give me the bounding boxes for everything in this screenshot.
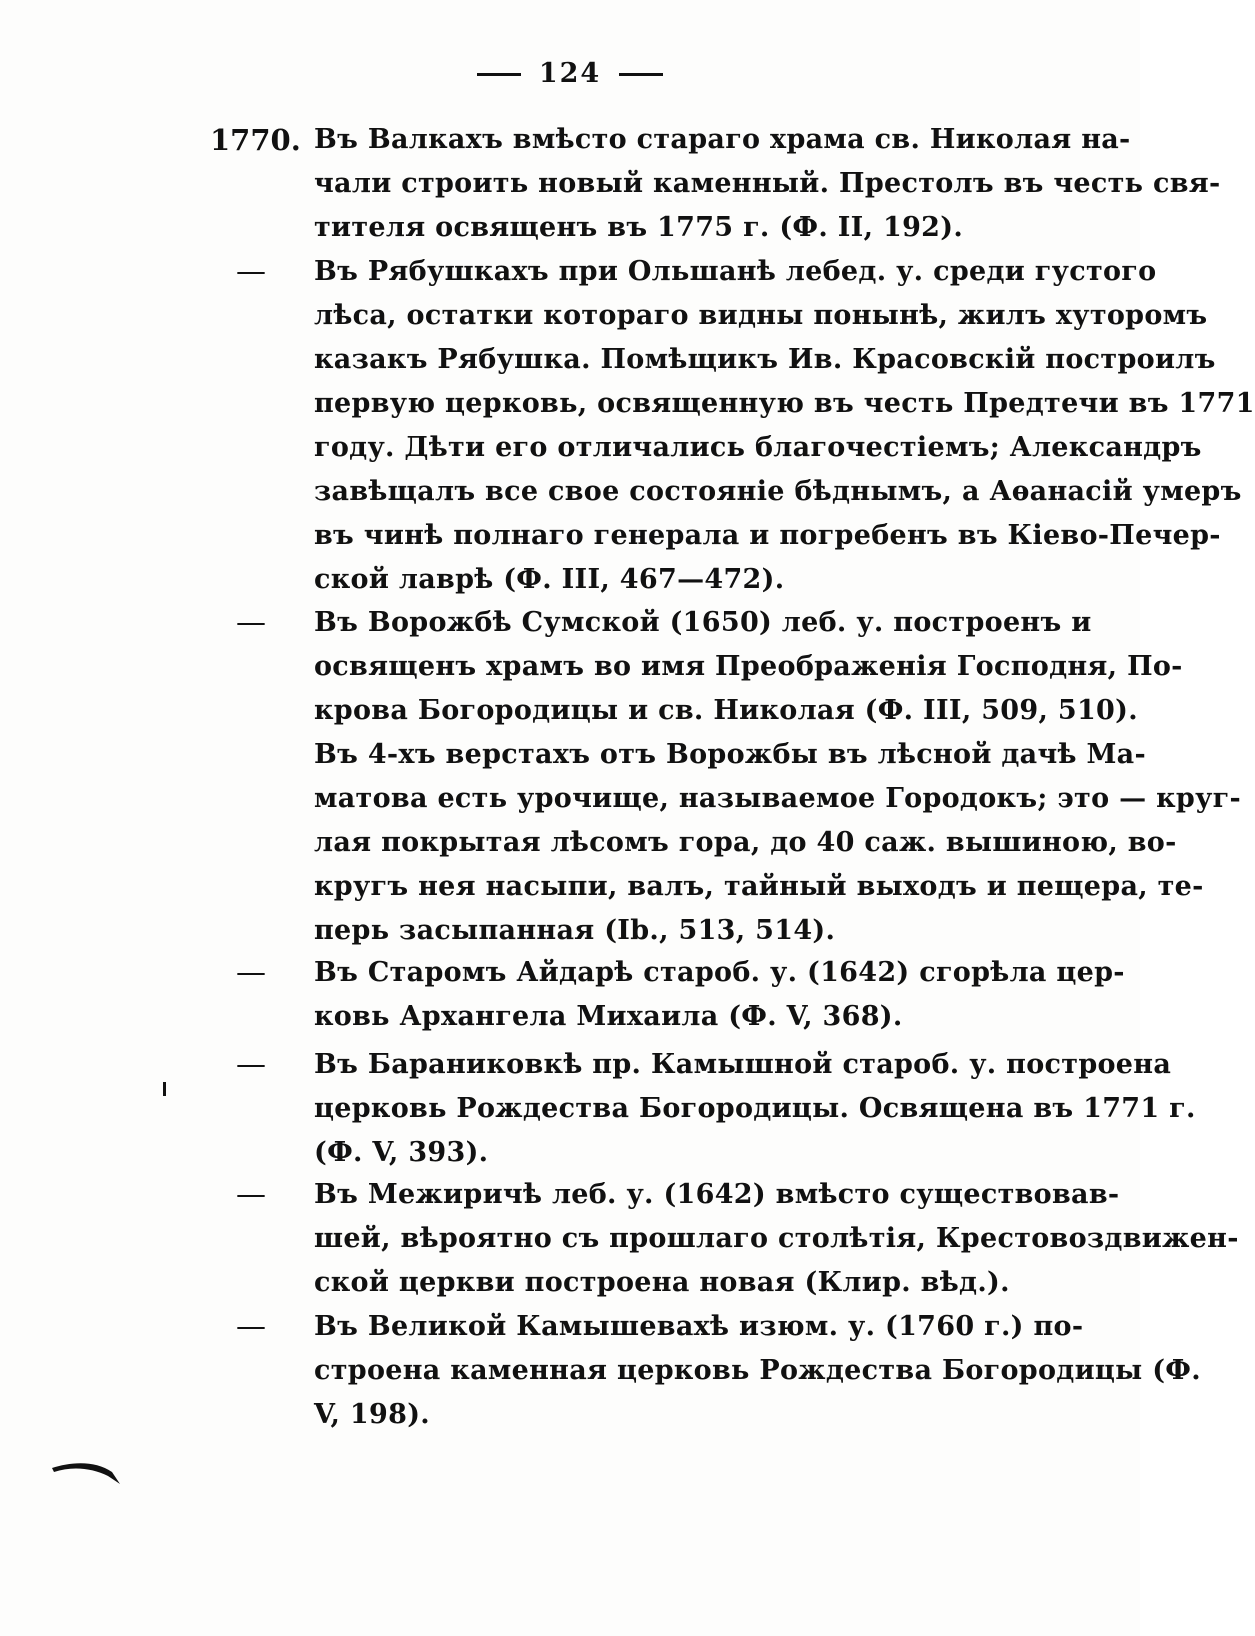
entry-line: году. Дѣти его отличались благочестіемъ; Александръ <box>314 432 1202 463</box>
entry-line: Въ 4-хъ верстахъ отъ Ворожбы въ лѣсной дачѣ Ма- <box>314 739 1146 770</box>
entry-dash-marker: — <box>236 1047 266 1082</box>
entry-line: казакъ Рябушка. Помѣщикъ Ив. Красовскій построилъ <box>314 344 1216 375</box>
entry-line: лѣса, остатки котораго видны понынѣ, жилъ хуторомъ <box>314 300 1208 331</box>
entry-line: тителя освященъ въ 1775 г. (Ф. II, 192). <box>314 212 964 243</box>
entry-text <box>314 118 1221 250</box>
entry-line: завѣщалъ все свое состояніе бѣднымъ, а Аѳанасій умеръ <box>314 476 1242 507</box>
entry-text <box>314 1173 1239 1305</box>
entry-dash-marker: — <box>236 254 266 289</box>
entry-text <box>314 1305 1201 1437</box>
entry-line: Въ Старомъ Айдарѣ староб. у. (1642) сгорѣла цер- <box>314 957 1125 988</box>
margin-ink-dot <box>163 1082 166 1096</box>
entry-line: чали строить новый каменный. Престолъ въ честь свя- <box>314 168 1221 199</box>
entry-line: ковь Архангела Михаила (Ф. V, 368). <box>314 1001 903 1032</box>
entry-dash-marker: — <box>236 1309 266 1344</box>
entry-line: шей, вѣроятно съ прошлаго столѣтія, Крестовоздвижен- <box>314 1223 1239 1254</box>
entry-line: Въ Бараниковкѣ пр. Камышной староб. у. построена <box>314 1049 1172 1080</box>
margin-ink-stroke <box>50 1452 130 1492</box>
entry-line: Въ Валкахъ вмѣсто стараго храма св. Николая на- <box>314 124 1131 155</box>
entry-line: лая покрытая лѣсомъ гора, до 40 саж. вышиною, во- <box>314 827 1177 858</box>
entry-line: перь засыпанная (Ib., 513, 514). <box>314 915 836 946</box>
entry-line: кругъ нея насыпи, валъ, тайный выходъ и пещера, те- <box>314 871 1204 902</box>
entry-text <box>314 250 1255 602</box>
entry-line: ской церкви построена новая (Клир. вѣд.). <box>314 1267 1010 1298</box>
entry-dash-marker: — <box>236 1177 266 1212</box>
entry-text <box>314 1043 1196 1175</box>
entry-line: строена каменная церковь Рождества Богородицы (Ф. <box>314 1355 1201 1386</box>
entry-line: крова Богородицы и св. Николая (Ф. III, 509, 510). <box>314 695 1138 726</box>
entry-line: матова есть урочище, называемое Городокъ; это — круг- <box>314 783 1242 814</box>
entry-line: первую церковь, освященную въ честь Предтечи въ 1771 <box>314 388 1255 419</box>
page-number-right-dash <box>619 73 663 76</box>
entry-dash-marker: — <box>236 605 266 640</box>
entry-line: V, 198). <box>314 1399 430 1430</box>
entry-line: ской лаврѣ (Ф. III, 467—472). <box>314 564 785 595</box>
entry-dash-marker: — <box>236 955 266 990</box>
entry-line: въ чинѣ полнаго генерала и погребенъ въ Кіево-Печер- <box>314 520 1221 551</box>
entry-line: Въ Великой Камышевахѣ изюм. у. (1760 г.) по- <box>314 1311 1084 1342</box>
entry-year-marker: 1770. <box>210 123 301 157</box>
page-number-text: 124 <box>538 58 602 89</box>
entry-text <box>314 951 1125 1039</box>
page-number <box>0 58 1140 89</box>
entry-line: Въ Рябушкахъ при Ольшанѣ лебед. у. среди густого <box>314 256 1157 287</box>
entry-text <box>314 601 1242 953</box>
entry-line: Въ Межиричѣ леб. у. (1642) вмѣсто существовав- <box>314 1179 1120 1210</box>
entry-line: церковь Рождества Богородицы. Освящена въ 1771 г. <box>314 1093 1196 1124</box>
page-number-left-dash <box>477 73 521 76</box>
entry-line: (Ф. V, 393). <box>314 1137 489 1168</box>
entry-line: освященъ храмъ во имя Преображенія Господня, По- <box>314 651 1183 682</box>
entry-line: Въ Ворожбѣ Сумской (1650) леб. у. построенъ и <box>314 607 1092 638</box>
